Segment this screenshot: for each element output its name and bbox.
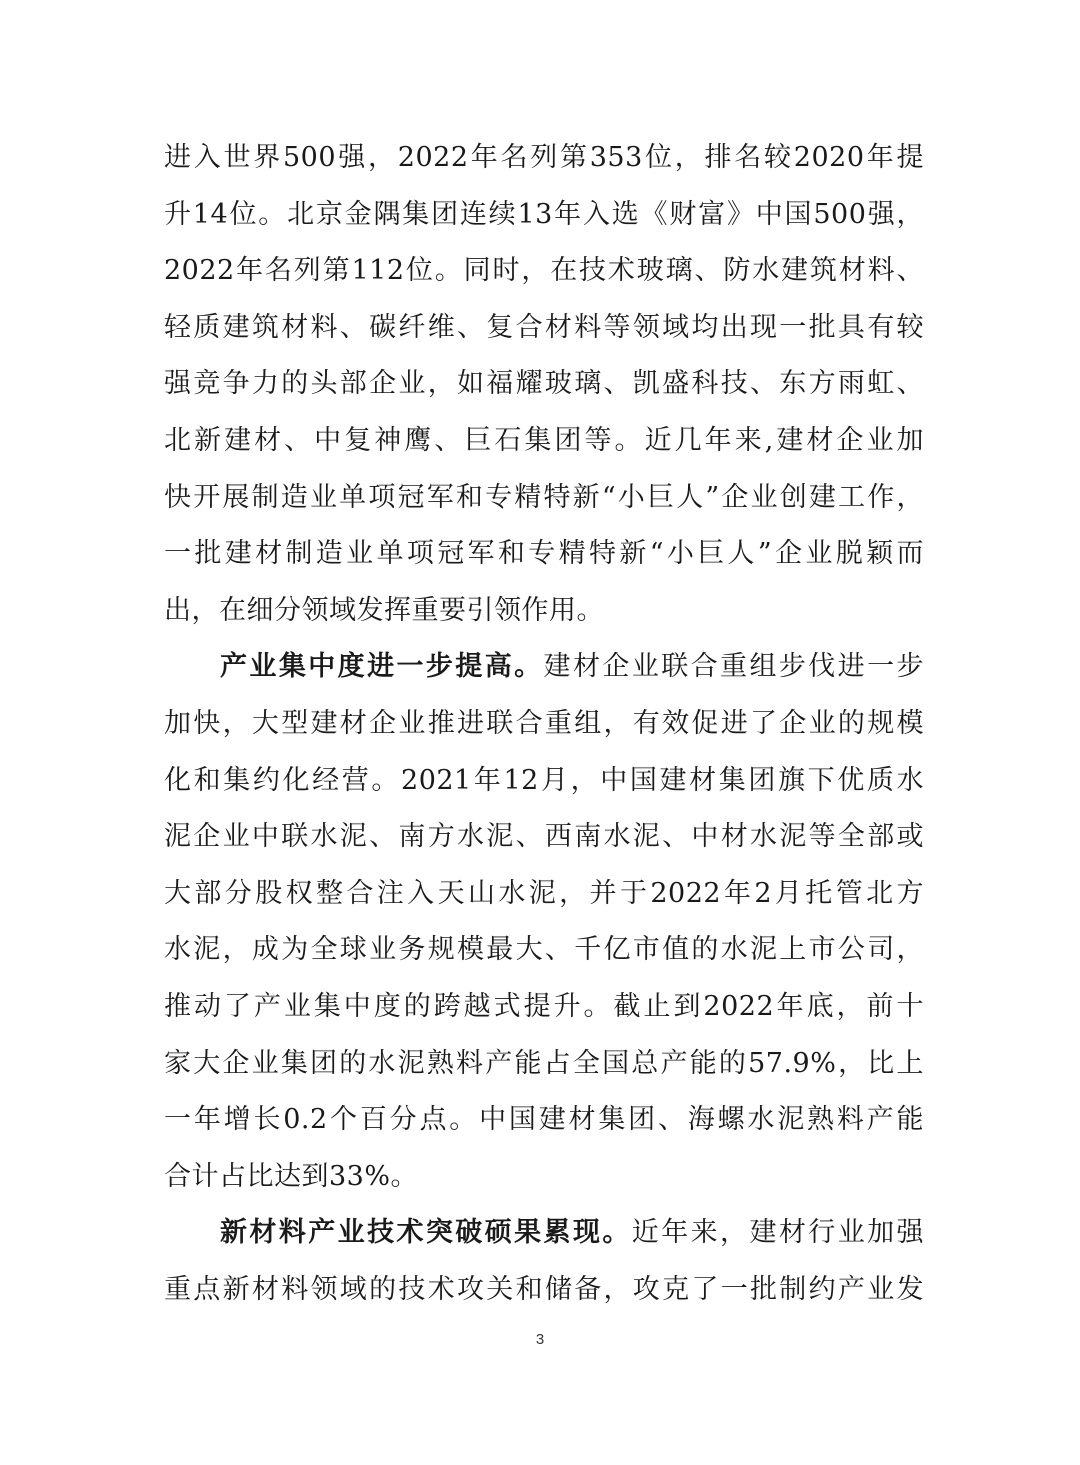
text-line: 快开展制造业单项冠军和专精特新“小巨人”企业创建工作， [164,481,924,513]
paragraph-heading: 新材料产业技术突破硕果累现。 [220,1217,632,1249]
text-line: 出，在细分领域发挥重要引领作用。 [164,594,604,626]
text-line: 北新建材、中复神鹰、巨石集团等。近几年来,建材企业加 [164,424,924,456]
text-run: 建材企业联合重组步伐进一步 [543,651,925,683]
text-line: 合计占比达到33%。 [164,1160,419,1192]
paragraph-first-line [164,1205,924,1262]
paragraph-heading: 产业集中度进一步提高。 [220,651,544,683]
text-run: 近年来，建材行业加强 [631,1217,925,1249]
text-line: 2022年名列第112位。同时，在技术玻璃、防水建筑材料、 [164,255,924,287]
text-line: 大部分股权整合注入天山水泥，并于2022年2月托管北方 [164,877,924,909]
text-line: 泥企业中联水泥、南方水泥、西南水泥、中材水泥等全部或 [164,821,924,853]
text-line: 强竞争力的头部企业，如福耀玻璃、凯盛科技、东方雨虹、 [164,368,924,400]
text-line: 家大企业集团的水泥熟料产能占全国总产能的57.9%，比上 [164,1047,924,1079]
text-line: 重点新材料领域的技术攻关和储备，攻克了一批制约产业发 [164,1273,924,1305]
text-line: 一批建材制造业单项冠军和专精特新“小巨人”企业脱颖而 [164,538,924,570]
paragraph-first-line [164,639,924,696]
text-line: 进入世界500强，2022年名列第353位，排名较2020年提 [164,142,924,173]
text-line: 加快，大型建材企业推进联合重组，有效促进了企业的规模 [164,707,924,739]
text-line: 轻质建筑材料、碳纤维、复合材料等领域均出现一批具有较 [164,311,924,343]
text-line: 一年增长0.2个百分点。中国建材集团、海螺水泥熟料产能 [164,1104,924,1136]
page-number: 3 [535,1331,545,1348]
body-text [164,130,924,1318]
text-line: 推动了产业集中度的跨越式提升。截止到2022年底，前十 [164,990,924,1022]
text-line: 水泥，成为全球业务规模最大、千亿市值的水泥上市公司， [164,934,924,966]
text-line: 升14位。北京金隅集团连续13年入选《财富》中国500强， [164,198,924,230]
text-line: 化和集约化经营。2021年12月，中国建材集团旗下优质水 [164,764,924,796]
